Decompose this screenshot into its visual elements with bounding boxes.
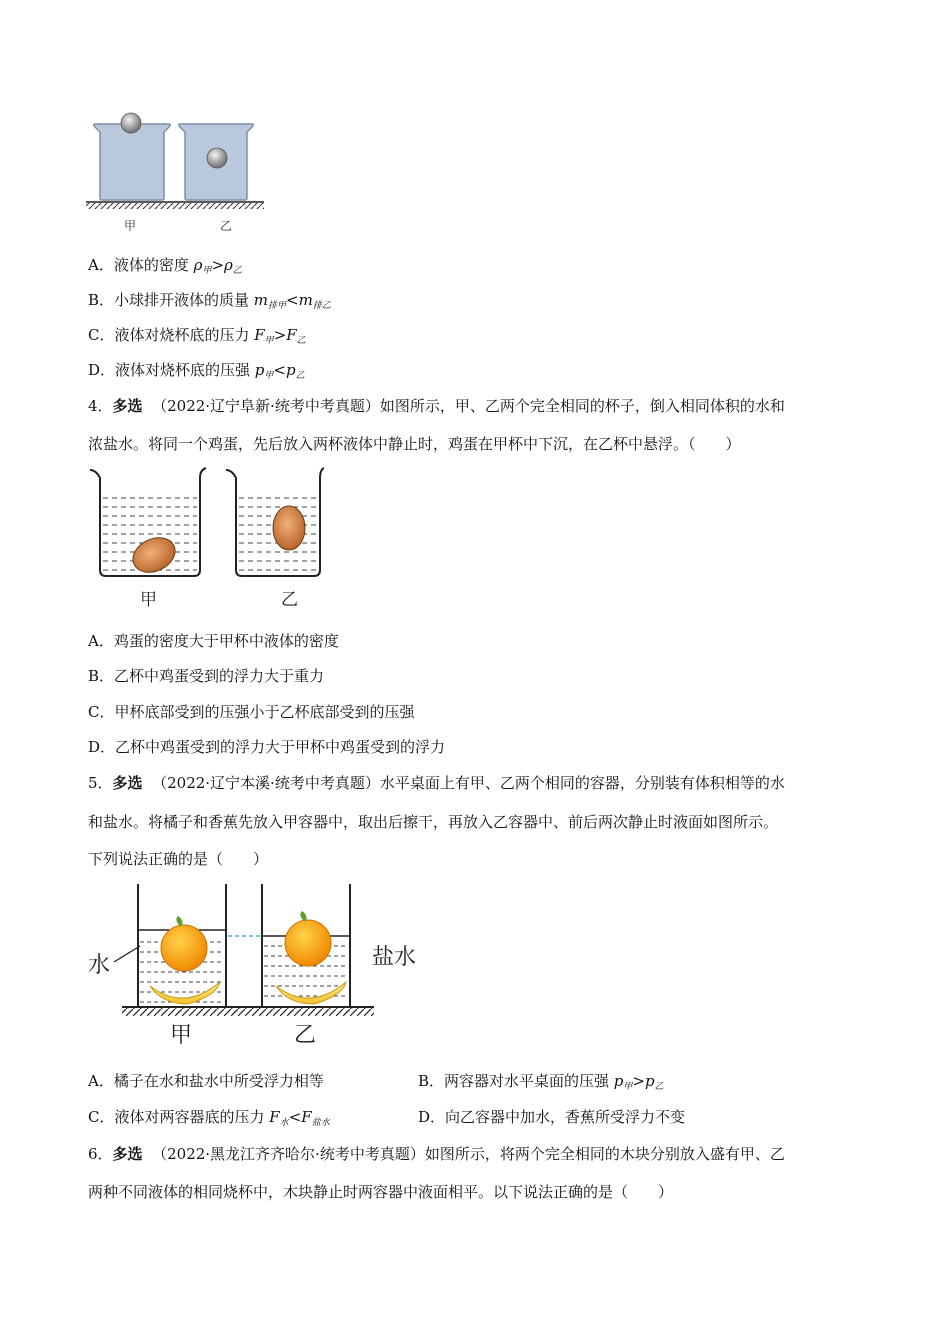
egg-suspended <box>273 506 305 550</box>
q5-option-c: C．液体对两容器底的压力 $F_水<F_{盐水}$ <box>88 1108 330 1128</box>
q5-option-d: D．向乙容器中加水，香蕉所受浮力不变 <box>418 1108 686 1126</box>
q3-label-jia: 甲 <box>124 219 137 233</box>
q4-label-jia: 甲 <box>140 590 157 610</box>
q4-option-a: A．鸡蛋的密度大于甲杯中液体的密度 <box>88 632 339 650</box>
q4-option-b: B．乙杯中鸡蛋受到的浮力大于重力 <box>88 667 325 685</box>
q3-figure <box>80 110 280 250</box>
q5-option-b: B．两容器对水平桌面的压强 $p_甲>p_乙$ <box>418 1072 664 1092</box>
q5-stem-line1: 5．多选 （2022·辽宁本溪·统考中考真题）水平桌面上有甲、乙两个相同的容器，分别装有体积相等的水 <box>88 774 785 792</box>
q5-figure <box>84 876 434 1051</box>
q3-label-yi: 乙 <box>220 219 233 233</box>
q4-beaker-yi <box>226 468 324 576</box>
q5-stem-line3: 下列说法正确的是（ ） <box>88 850 269 868</box>
ball-floating <box>121 113 141 133</box>
q4-stem-line1: 4．多选 （2022·辽宁阜新·统考中考真题）如图所示，甲、乙两个完全相同的杯子，倒入相同体积的水和 <box>88 397 785 415</box>
q5-label-water: 水 <box>88 953 111 978</box>
orange-jia <box>161 925 207 971</box>
ball-suspended <box>207 148 227 168</box>
q4-label-yi: 乙 <box>281 590 298 610</box>
q4-option-d: D．乙杯中鸡蛋受到的浮力大于甲杯中鸡蛋受到的浮力 <box>88 738 446 756</box>
q4-option-c: C．甲杯底部受到的压强小于乙杯底部受到的压强 <box>88 703 415 721</box>
q5-stem-line2: 和盐水。将橘子和香蕉先放入甲容器中，取出后擦干，再放入乙容器中、前后两次静止时液面如图所示。 <box>88 813 779 831</box>
q5-label-jia: 甲 <box>170 1023 193 1048</box>
orange-yi <box>285 920 331 966</box>
q6-stem-line1: 6．多选 （2022·黑龙江齐齐哈尔·统考中考真题）如图所示，将两个完全相同的木块分别放入盛有甲、乙 <box>88 1145 785 1163</box>
egg-sunk <box>127 531 180 579</box>
q4-figure <box>84 462 324 612</box>
q3-option-a: A．液体的密度 $\rho_甲>\rho_乙$ <box>88 256 242 276</box>
q3-option-b: B．小球排开液体的质量 $m_{排甲}<m_{排乙}$ <box>88 291 331 311</box>
q5-option-a: A．橘子在水和盐水中所受浮力相等 <box>88 1072 324 1090</box>
q3-option-c: C．液体对烧杯底的压力 $F_甲>F_乙$ <box>88 326 306 346</box>
banana-jia <box>150 982 220 1004</box>
q4-stem-line2: 浓盐水。将同一个鸡蛋，先后放入两杯液体中静止时，鸡蛋在甲杯中下沉，在乙杯中悬浮。（ ） <box>88 435 741 453</box>
q3-option-d: D．液体对烧杯底的压强 $p_甲<p_乙$ <box>88 361 305 381</box>
q5-label-yi: 乙 <box>294 1023 317 1048</box>
banana-yi <box>276 982 346 1004</box>
q6-stem-line2: 两种不同液体的相同烧杯中，木块静止时两容器中液面相平。以下说法正确的是（ ） <box>88 1183 674 1201</box>
q4-beaker-jia <box>90 468 206 579</box>
beaker-jia <box>94 124 170 200</box>
q5-label-salt: 盐水 <box>372 945 417 970</box>
